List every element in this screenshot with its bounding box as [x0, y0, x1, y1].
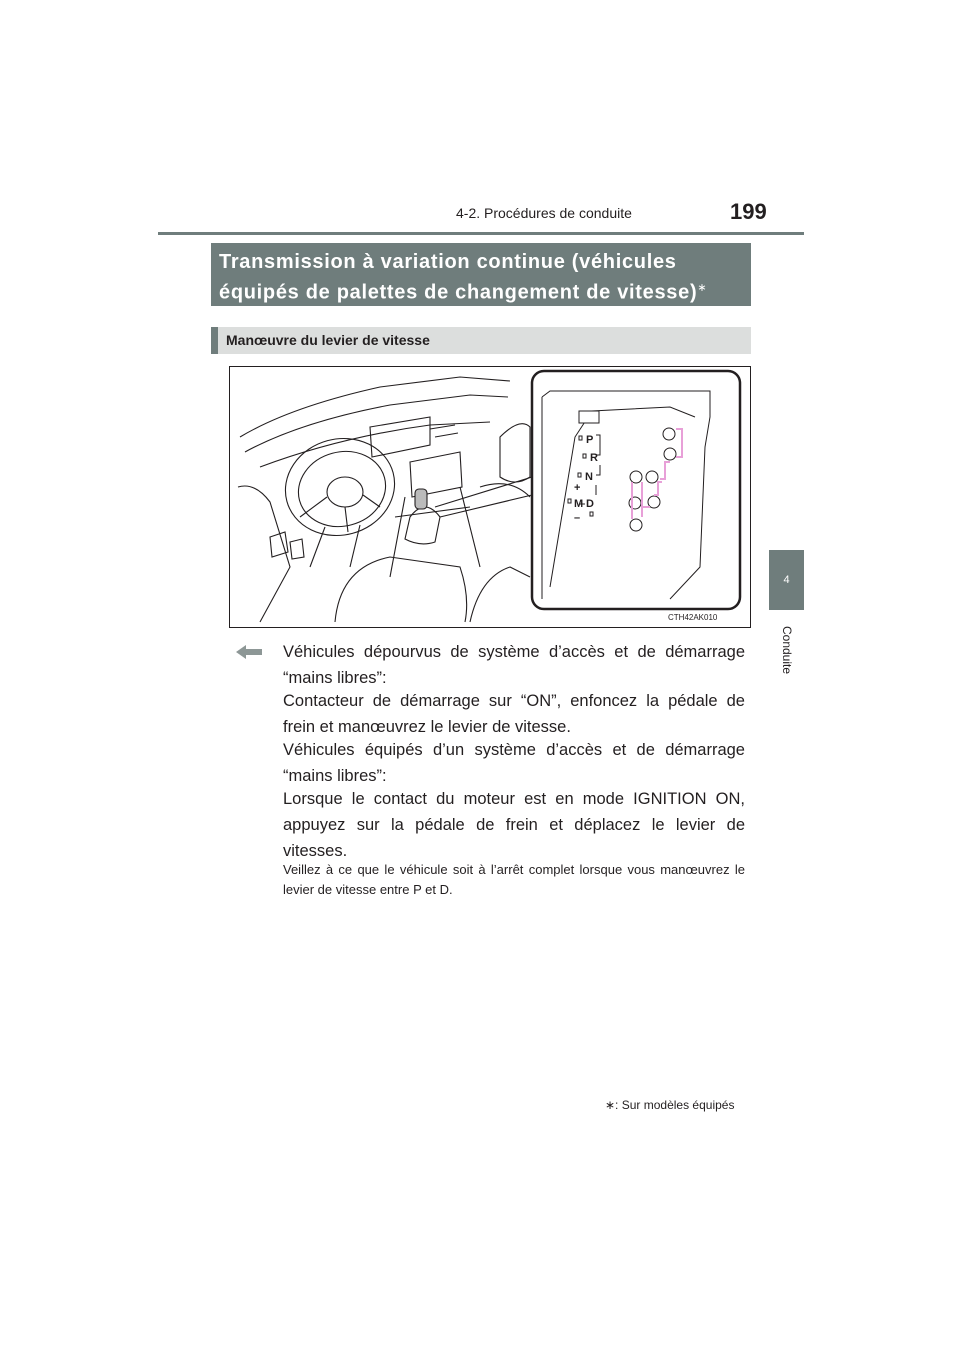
car-interior-drawing — [238, 377, 532, 622]
gate-letter-m: M — [574, 498, 584, 510]
header-divider — [158, 232, 804, 235]
note-text: Veillez à ce que le véhicule soit à l’arrêt complet lorsque vous manœuvrez le levier de vitesse entre P et D. — [283, 862, 745, 897]
main-heading — [211, 243, 751, 306]
paragraph-ignition-on: Contacteur de démarrage sur “ON”, enfoncez la pédale de frein et manœuvrez le levier de vitesse. — [283, 692, 745, 736]
paragraph-smart-key: Véhicules équipés d’un système d’accès et de démarrage “mains libres”: — [283, 741, 745, 785]
gate-letter-p: P — [586, 434, 594, 446]
page-number: 199 — [730, 199, 767, 224]
main-heading-line2-wrap — [219, 275, 743, 306]
gate-letter-r: R — [590, 452, 598, 464]
gate-panel — [532, 371, 740, 609]
chapter-label-text: Conduite — [779, 625, 794, 675]
chapter-tab[interactable] — [769, 550, 804, 610]
gate-minus: – — [574, 512, 581, 524]
gate-plus: + — [574, 482, 581, 494]
footnote: ∗: Sur modèles équipés — [605, 1098, 735, 1112]
sub-heading: Manœuvre du levier de vitesse — [211, 327, 751, 354]
chapter-label — [769, 615, 804, 685]
gate-letter-n: N — [585, 471, 593, 483]
asterisk-mark: ∗ — [697, 282, 708, 294]
gate-button — [579, 411, 599, 423]
main-heading-line1: Transmission à variation continue (véhicules — [219, 251, 677, 273]
shift-lever-figure — [229, 366, 751, 628]
chapter-number: 4 — [783, 574, 790, 586]
paragraph-no-smart-key: Véhicules dépourvus de système d’accès et de démarrage “mains libres”: — [283, 643, 745, 687]
figure-code: CTH42AK010 — [668, 613, 718, 622]
gate-letter-d: D — [586, 498, 594, 510]
main-heading-line2: équipés de palettes de changement de vitesse) — [219, 281, 698, 304]
paragraph-ignition-mode: Lorsque le contact du moteur est en mode IGNITION ON, appuyez sur la pédale de frein et déplacez le levier de vitesses. — [283, 790, 745, 860]
section-title: 4-2. Procédures de conduite — [456, 205, 632, 221]
arrow-left-icon — [234, 642, 264, 662]
figure-illustration — [230, 367, 750, 627]
